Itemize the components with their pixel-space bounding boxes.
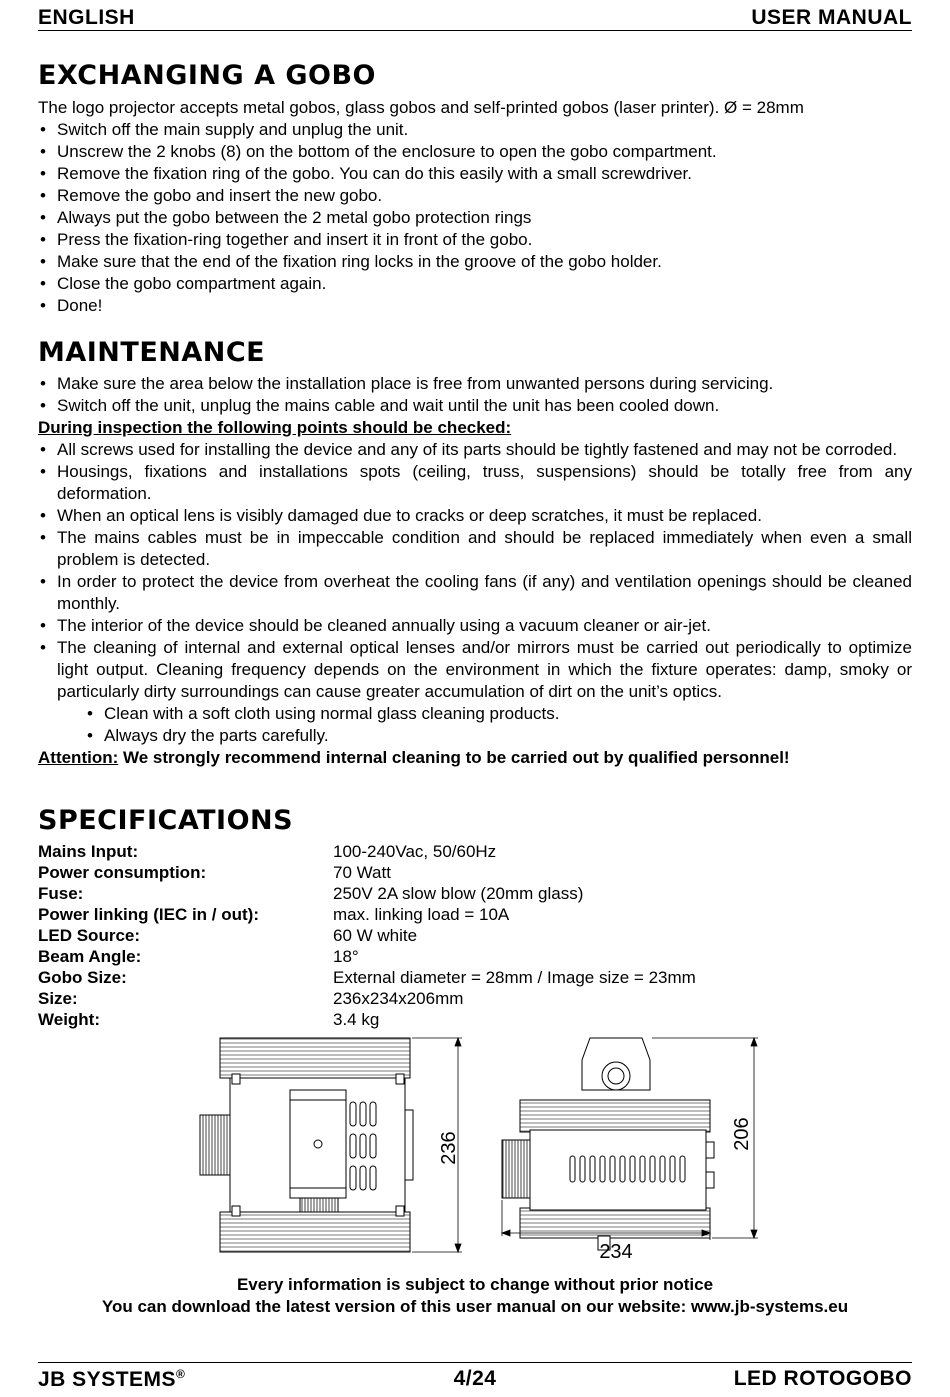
footer-registered-mark: ® (176, 1366, 186, 1381)
spec-row (38, 841, 912, 862)
list-item: • Make sure that the end of the fixation ring locks in the groove of the gobo holder. (38, 251, 912, 273)
spec-label: LED Source: (38, 926, 141, 945)
list-item: • The mains cables must be in impeccable condition and should be replaced immediately when even a small problem is detected. (38, 527, 912, 571)
spec-label: Beam Angle: (38, 947, 142, 966)
gobo-section (38, 97, 912, 317)
attention-note (38, 747, 912, 769)
section-title-gobo: EXCHANGING A GOBO (38, 60, 377, 91)
list-item: • The interior of the device should be cleaned annually using a vacuum cleaner or air-jet. (38, 615, 912, 637)
page-header (38, 2, 912, 31)
section-title-maintenance: MAINTENANCE (38, 337, 266, 368)
list-item: • When an optical lens is visibly damaged due to cracks or deep scratches, it must be replaced. (38, 505, 912, 527)
spec-value: 250V 2A slow blow (20mm glass) (333, 884, 584, 903)
list-item: • The cleaning of internal and external optical lenses and/or mirrors must be carried out periodically to optimize light output. Cleaning frequency depends on the environment in which the fixture operates: damp, smoky or particularly dirty surroundings can cause greater accumulation of dirt on the unit’s optics. (38, 637, 912, 703)
spec-label: Mains Input: (38, 842, 139, 861)
list-item: • Always put the gobo between the 2 metal gobo protection rings (38, 207, 912, 229)
list-item: • Housings, fixations and installations spots (ceiling, truss, suspensions) should be totally free from any deformation. (38, 461, 912, 505)
list-item: • Always dry the parts carefully. (85, 725, 912, 747)
spec-row (38, 904, 912, 925)
footer-product: LED ROTOGOBO (733, 1367, 912, 1390)
spec-value: External diameter = 28mm / Image size = 23mm (333, 968, 696, 987)
header-language: ENGLISH (38, 6, 135, 29)
notice (38, 1274, 912, 1318)
dimension-depth-label: 236 (438, 1131, 460, 1165)
spec-value: 236x234x206mm (333, 989, 464, 1008)
spec-label: Fuse: (38, 884, 84, 903)
list-item: • Close the gobo compartment again. (38, 273, 912, 295)
list-item: • Make sure the area below the installation place is free from unwanted persons during servicing. (38, 373, 912, 395)
attention-label: Attention: (38, 748, 119, 767)
section-title-specifications: SPECIFICATIONS (38, 805, 294, 836)
gobo-intro: The logo projector accepts metal gobos, glass gobos and self-printed gobos (laser printer). Ø = 28mm (38, 98, 804, 117)
gobo-steps-list (38, 119, 912, 317)
maintenance-sub-list (38, 703, 912, 747)
list-item: • All screws used for installing the device and any of its parts should be tightly fastened and may not be corroded. (38, 439, 912, 461)
spec-value: 3.4 kg (333, 1010, 380, 1029)
footer-page-number: 4/24 (453, 1367, 497, 1390)
list-item: • Unscrew the 2 knobs (8) on the bottom of the enclosure to open the gobo compartment. (38, 141, 912, 163)
page-footer (38, 1362, 912, 1395)
dimension-width-label: 234 (599, 1241, 633, 1263)
spec-row (38, 988, 912, 1009)
spec-table (38, 841, 912, 1030)
list-item: • Done! (38, 295, 912, 317)
list-item: • Switch off the main supply and unplug the unit. (38, 119, 912, 141)
header-doc-type: USER MANUAL (751, 6, 912, 29)
spec-label: Power linking (IEC in / out): (38, 905, 259, 924)
dimension-drawing (190, 1030, 770, 1270)
spec-row (38, 1009, 912, 1030)
maintenance-section (38, 373, 912, 769)
spec-label: Weight: (38, 1010, 101, 1029)
spec-row (38, 925, 912, 946)
list-item: • Clean with a soft cloth using normal glass cleaning products. (85, 703, 912, 725)
spec-label: Gobo Size: (38, 968, 127, 987)
spec-row (38, 862, 912, 883)
list-item: • In order to protect the device from overheat the cooling fans (if any) and ventilation openings should be cleaned monthly. (38, 571, 912, 615)
spec-value: 70 Watt (333, 863, 391, 882)
spec-row (38, 946, 912, 967)
spec-row (38, 967, 912, 988)
spec-row (38, 883, 912, 904)
footer-brand (38, 1367, 185, 1392)
spec-label: Power consumption: (38, 863, 207, 882)
list-item: • Remove the fixation ring of the gobo. You can do this easily with a small screwdriver. (38, 163, 912, 185)
spec-value: max. linking load = 10A (333, 905, 510, 924)
top-view (200, 1038, 413, 1252)
spec-label: Size: (38, 989, 78, 1008)
maintenance-pre-list (38, 373, 912, 417)
list-item: • Remove the gobo and insert the new gobo. (38, 185, 912, 207)
inspection-heading: During inspection the following points should be checked: (38, 418, 512, 437)
list-item: • Press the fixation-ring together and insert it in front of the gobo. (38, 229, 912, 251)
spec-value: 18° (333, 947, 359, 966)
notice-line-1: Every information is subject to change without prior notice (236, 1275, 714, 1294)
list-item: • Switch off the unit, unplug the mains cable and wait until the unit has been cooled down. (38, 395, 912, 417)
notice-line-2: You can download the latest version of this user manual on our website: www.jb-systems.eu (101, 1297, 849, 1316)
spec-value: 100-240Vac, 50/60Hz (333, 842, 497, 861)
dimension-height-label: 206 (731, 1117, 753, 1151)
attention-text: We strongly recommend internal cleaning to be carried out by qualified personnel! (118, 748, 790, 767)
maintenance-checks-list (38, 439, 912, 703)
front-view (502, 1038, 714, 1250)
spec-value: 60 W white (333, 926, 418, 945)
footer-brand-name: JB SYSTEMS (38, 1367, 177, 1391)
